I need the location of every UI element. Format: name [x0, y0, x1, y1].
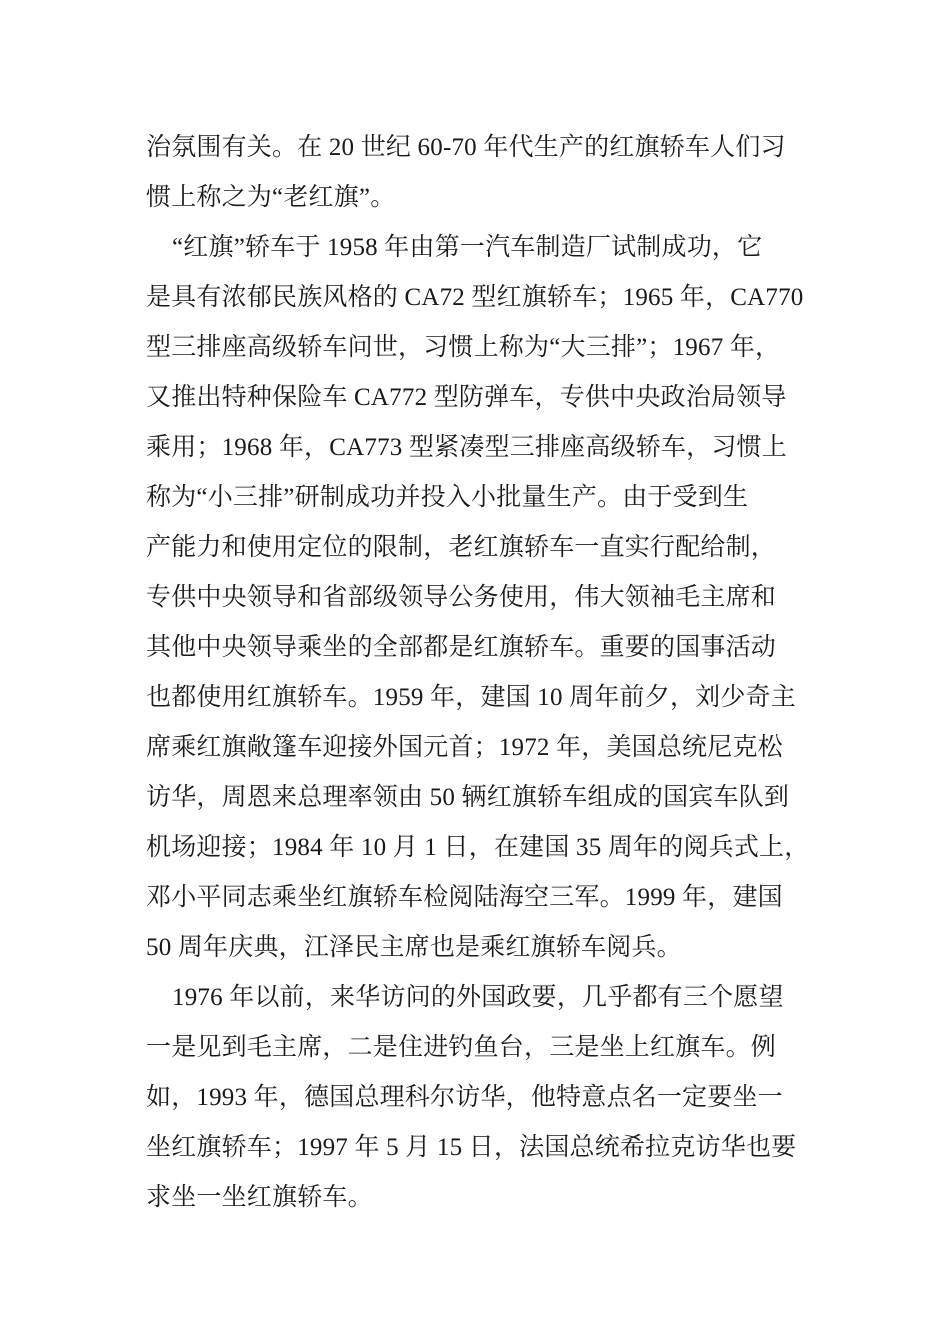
paragraph-2-line-4: 又推出特种保险车 CA772 型防弹车，专供中央政治局领导: [146, 384, 787, 411]
paragraph-3-line-5: 求坐一坐红旗轿车。: [146, 1184, 373, 1211]
paragraph-2-line-10: 也都使用红旗轿车。1959 年，建国 10 周年前夕，刘少奇主: [146, 684, 796, 711]
paragraph-2-line-11: 席乘红旗敞篷车迎接外国元首；1972 年，美国总统尼克松: [146, 734, 783, 761]
paragraph-3-line-3: 如，1993 年，德国总理科尔访华，他特意点名一定要坐一: [146, 1084, 783, 1111]
paragraph-2-line-2: 是具有浓郁民族风格的 CA72 型红旗轿车；1965 年，CA770: [146, 284, 804, 311]
paragraph-3-line-4: 坐红旗轿车；1997 年 5 月 15 日，法国总统希拉克访华也要: [146, 1134, 797, 1161]
paragraph-3-line-1: 1976 年以前，来华访问的外国政要，几乎都有三个愿望: [172, 984, 784, 1011]
paragraph-2-line-12: 访华，周恩来总理率领由 50 辆红旗轿车组成的国宾车队到: [146, 784, 790, 811]
paragraph-2-line-6: 称为“小三排”研制成功并投入小批量生产。由于受到生: [146, 484, 749, 511]
paragraph-2-line-13: 机场迎接；1984 年 10 月 1 日，在建国 35 周年的阅兵式上，: [146, 834, 810, 861]
paragraph-1-line-1: 治氛围有关。在 20 世纪 60-70 年代生产的红旗轿车人们习: [146, 134, 786, 161]
paragraph-2-line-5: 乘用；1968 年，CA773 型紧凑型三排座高级轿车，习惯上: [146, 434, 787, 461]
paragraph-2-line-8: 专供中央领导和省部级领导公务使用，伟大领袖毛主席和: [146, 584, 777, 611]
paragraph-2-line-7: 产能力和使用定位的限制，老红旗轿车一直实行配给制，: [146, 534, 777, 561]
paragraph-2-line-9: 其他中央领导乘坐的全部都是红旗轿车。重要的国事活动: [146, 634, 777, 661]
paragraph-2-line-3: 型三排座高级轿车问世，习惯上称为“大三排”；1967 年，: [146, 334, 781, 361]
paragraph-3-line-2: 一是见到毛主席，二是住进钓鱼台，三是坐上红旗车。例: [146, 1034, 777, 1061]
paragraph-2-line-1: “红旗”轿车于 1958 年由第一汽车制造厂试制成功，它: [172, 234, 763, 261]
paragraph-2-line-15: 50 周年庆典，江泽民主席也是乘红旗轿车阅兵。: [146, 934, 682, 961]
paragraph-2-line-14: 邓小平同志乘坐红旗轿车检阅陆海空三军。1999 年，建国: [146, 884, 783, 911]
paragraph-1-line-2: 惯上称之为“老红旗”。: [146, 184, 396, 211]
